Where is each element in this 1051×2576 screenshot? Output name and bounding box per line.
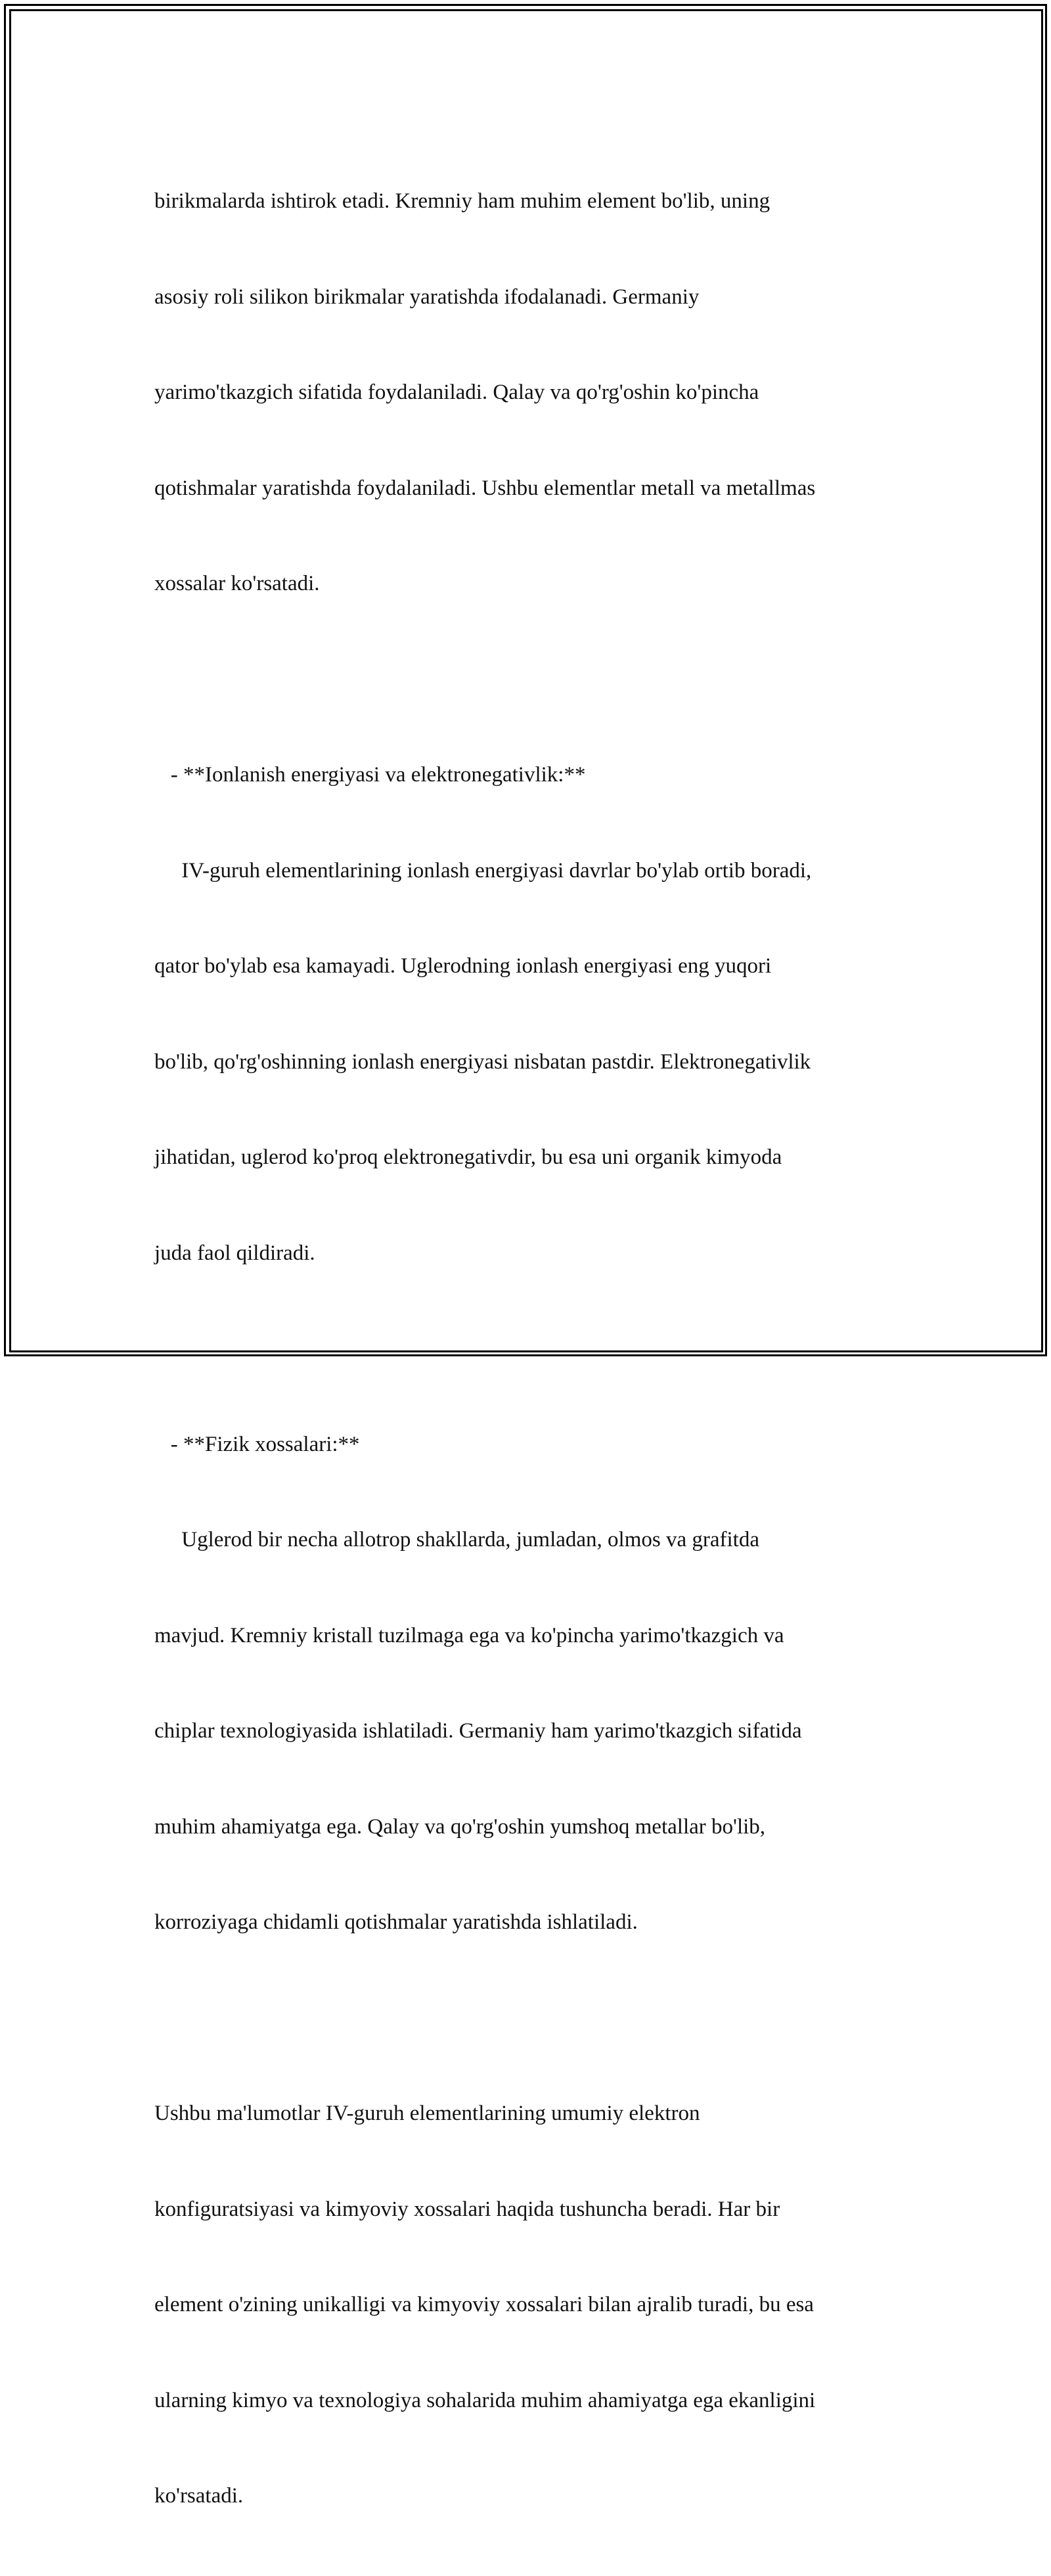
paragraph-conclusion [154, 2034, 897, 2576]
text-line: korroziyaga chidamli qotishmalar yaratishda ishlatiladi. [154, 1910, 638, 1934]
section-ionization [154, 695, 897, 1333]
text-line: asosiy roli silikon birikmalar yaratishda ifodalanadi. Germaniy [154, 285, 700, 309]
text-line: qotishmalar yaratishda foydalaniladi. Ushbu elementlar metall va metallmas [154, 476, 816, 500]
text-line: ularning kimyo va texnologiya sohalarida muhim ahamiyatga ega ekanligini [154, 2388, 816, 2412]
text-line: Uglerod bir necha allotrop shakllarda, jumladan, olmos va grafitda [154, 1528, 759, 1552]
document-body [154, 122, 897, 2576]
text-line: qator bo'ylab esa kamayadi. Uglerodning ionlash energiyasi eng yuqori [154, 954, 772, 978]
section-heading-physical: - **Fizik xossalari:** [154, 1432, 360, 1456]
text-line: muhim ahamiyatga ega. Qalay va qo'rg'oshin yumshoq metallar bo'lib, [154, 1814, 766, 1839]
paragraph-intro [154, 122, 897, 664]
text-line: konfiguratsiyasi va kimyoviy xossalari haqida tushuncha beradi. Har bir [154, 2197, 780, 2221]
section-heading-ionization: - **Ionlanish energiyasi va elektronegativlik:** [154, 763, 586, 787]
text-line: jihatidan, uglerod ko'proq elektronegativdir, bu esa uni organik kimyoda [154, 1145, 782, 1169]
text-line: ko'rsatadi. [154, 2484, 244, 2508]
paragraph-spacer [154, 664, 897, 696]
text-line: mavjud. Kremniy kristall tuzilmaga ega va ko'pincha yarimo'tkazgich va [154, 1623, 784, 1647]
paragraph-spacer [154, 2002, 897, 2035]
text-line: birikmalarda ishtirok etadi. Kremniy ham muhim element bo'lib, uning [154, 189, 771, 213]
text-line: chiplar texnologiyasida ishlatiladi. Germaniy ham yarimo'tkazgich sifatida [154, 1719, 802, 1743]
text-line: Ushbu ma'lumotlar IV-guruh elementlarining umumiy elektron [154, 2102, 700, 2125]
paragraph-spacer [154, 1333, 897, 1365]
text-line: element o'zining unikalligi va kimyoviy xossalari bilan ajralib turadi, bu esa [154, 2293, 814, 2316]
text-line: yarimo'tkazgich sifatida foydalaniladi. Qalay va qo'rg'oshin ko'pincha [154, 380, 759, 404]
text-line: juda faol qildiradi. [154, 1241, 315, 1265]
text-line: bo'lib, qo'rg'oshinning ionlash energiyasi nisbatan pastdir. Elektronegativlik [154, 1049, 811, 1074]
section-physical [154, 1365, 897, 2002]
text-line: xossalar ko'rsatadi. [154, 572, 320, 595]
text-line: IV-guruh elementlarining ionlash energiyasi davrlar bo'ylab ortib boradi, [154, 858, 812, 883]
